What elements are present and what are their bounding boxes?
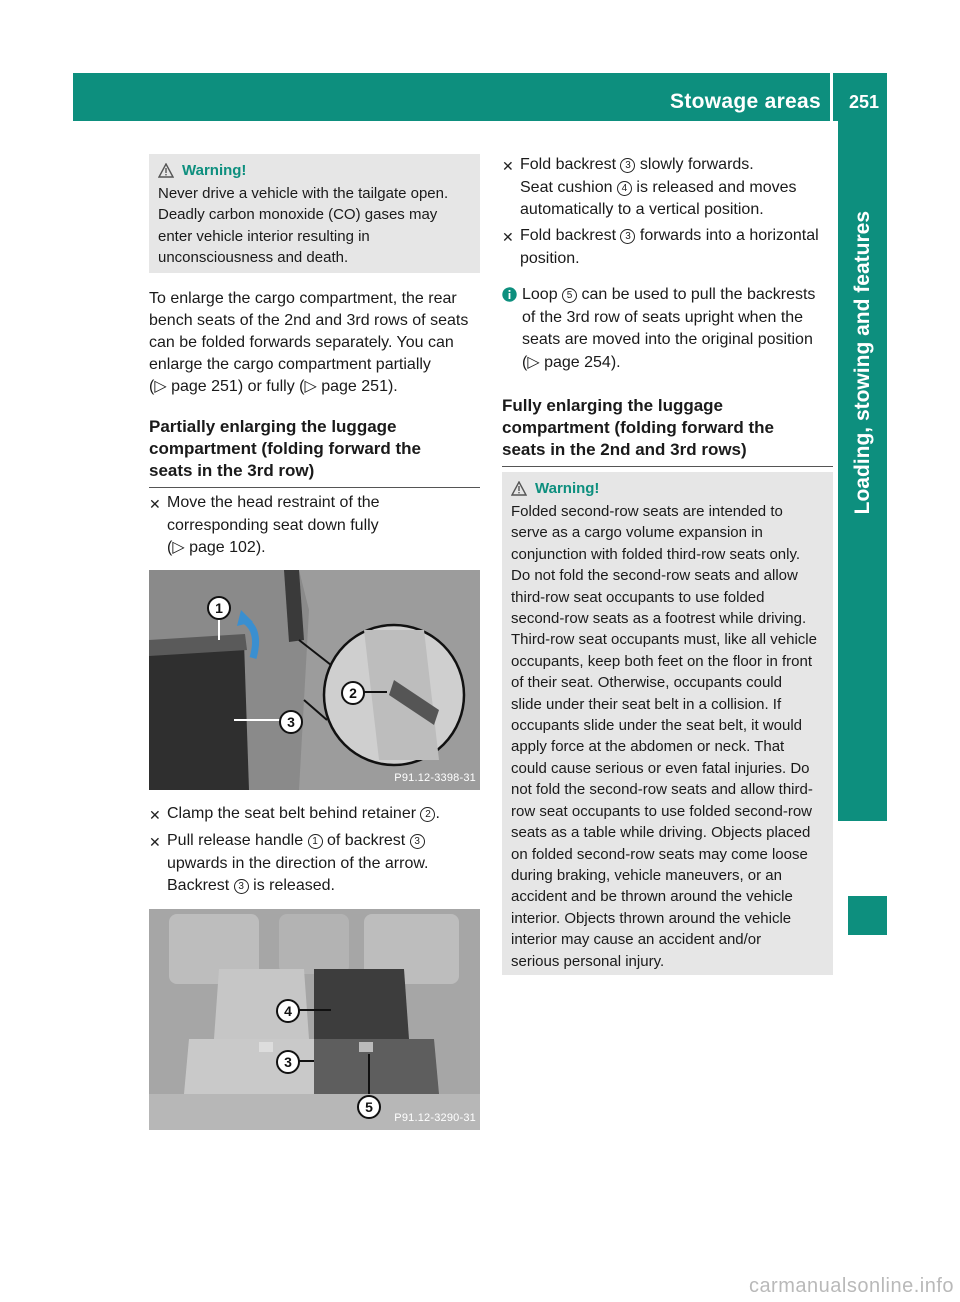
warning-line: occupants, keep both feet on the floor in front [511, 652, 813, 670]
step-text: forwards into a horizontal [635, 227, 819, 244]
step-line: Move the head restraint of the [167, 494, 380, 511]
step-line: automatically to a vertical position. [520, 201, 764, 218]
figure-marker-2: 2 [341, 681, 365, 705]
warning-line: Never drive a vehicle with the tailgate open. [158, 185, 449, 202]
info-line: (▷ page 254). [522, 353, 621, 371]
step-line [167, 875, 428, 898]
header-divider [830, 73, 833, 121]
info-line: of the 3rd row of seats upright when the [522, 308, 804, 326]
warning-line: seats as a table while driving. Objects placed [511, 824, 811, 842]
info-line [522, 284, 815, 307]
step-x-icon: ✕ [149, 496, 161, 512]
step-line [520, 154, 796, 177]
intro-line: can be folded forwards separately. You can [149, 334, 454, 351]
step-fold-backrest-slowly [502, 154, 837, 222]
step-x-icon: ✕ [149, 807, 161, 823]
warning-line: Third-row seat occupants must, like all vehicle [511, 631, 817, 649]
warning-triangle-icon [158, 163, 174, 178]
step-text: Seat cushion [520, 178, 617, 196]
reference-number: 3 [234, 879, 249, 894]
warning-title [158, 162, 471, 179]
step-text: . [435, 805, 440, 822]
figure-cargo-seats-illustration [149, 909, 480, 1130]
step-line: upwards in the direction of the arrow. [167, 854, 429, 872]
figure-cargo-seats [149, 909, 480, 1130]
step-text: Backrest [167, 877, 234, 894]
warning-title [511, 480, 824, 497]
step-text: slowly forwards. [635, 156, 754, 173]
figure-marker-1: 1 [207, 596, 231, 620]
warning-line: conjunction with folded third-row seats only. [511, 545, 801, 563]
warning-line: row seat occupants to use folded second-row [511, 802, 813, 820]
figure-seat-release [149, 570, 480, 790]
step-line [520, 225, 819, 248]
reference-number: 5 [562, 288, 577, 303]
figure-marker-5: 5 [357, 1095, 381, 1119]
figure-code: P91.12-3290-31 [394, 1112, 476, 1124]
warning-line: could cause serious or even fatal injuries. Do [511, 759, 810, 777]
heading-line: compartment (folding forward the [502, 418, 774, 437]
warning-line: not fold the second-row seats and allow third- [511, 781, 813, 799]
reference-number: 2 [420, 807, 435, 822]
figure-code: P91.12-3398-31 [394, 772, 476, 784]
reference-number: 3 [410, 834, 425, 849]
warning-line: third-row seat occupants to use folded [511, 588, 765, 606]
step-clamp-belt [149, 803, 480, 827]
info-text: can be used to pull the backrests [577, 286, 816, 303]
warning-line: unconsciousness and death. [158, 249, 349, 267]
warning-line: occupants slide under the seat belt, it would [511, 717, 803, 735]
step-line: position. [520, 249, 580, 267]
warning-line: slide under their seat belt in a collision. If [511, 695, 782, 713]
intro-line: (▷ page 251) or fully (▷ page 251). [149, 378, 398, 395]
warning-line: apply force at the abdomen or neck. That [511, 738, 785, 756]
step-x-icon: ✕ [149, 834, 161, 850]
info-text: Loop [522, 286, 563, 303]
step-text: Fold backrest [520, 227, 621, 244]
warning-line: on folded second-row seats may come loose [511, 845, 808, 863]
intro-line: bench seats of the 2nd and 3rd rows of seats [149, 312, 469, 329]
heading-line: Partially enlarging the luggage [149, 417, 397, 436]
step-line [520, 177, 796, 200]
heading-line: Fully enlarging the luggage [502, 396, 724, 415]
warning-line: serious personal injury. [511, 952, 665, 970]
section-heading-partial [149, 416, 480, 488]
warning-triangle-icon [511, 481, 527, 496]
step-x-icon: ✕ [502, 229, 514, 245]
heading-line: seats in the 3rd row) [149, 461, 315, 480]
watermark: carmanualsonline.info [748, 1275, 954, 1297]
step-line [167, 803, 440, 827]
reference-number: 3 [620, 158, 635, 173]
page-number: 251 [848, 92, 879, 112]
warning-line: second-row seats as a footrest while driving. [511, 610, 807, 628]
info-line: seats are moved into the original position [522, 331, 813, 348]
warning-line: accident and be thrown around the vehicle [511, 888, 793, 906]
warning-box-second-row [502, 472, 833, 975]
info-circle-icon [502, 284, 522, 374]
intro-paragraph [149, 288, 484, 398]
step-x-icon: ✕ [502, 158, 514, 174]
chapter-label: Loading, stowing and features [850, 211, 874, 515]
warning-title-text: Warning! [182, 162, 247, 179]
step-text: is released and moves [631, 178, 797, 196]
step-text: of backrest [322, 832, 410, 849]
step-text: Pull release handle [167, 832, 308, 849]
intro-line: enlarge the cargo compartment partially [149, 356, 431, 373]
intro-line: To enlarge the cargo compartment, the rear [149, 290, 457, 307]
reference-number: 4 [617, 181, 632, 196]
reference-number: 3 [620, 229, 635, 244]
section-heading-fully [502, 395, 833, 467]
warning-box-tailgate [149, 154, 480, 273]
warning-line: during braking, vehicle maneuvers, or an [511, 866, 782, 884]
heading-line: seats in the 2nd and 3rd rows) [502, 440, 747, 459]
header-bar [73, 73, 887, 121]
page-section-title: Stowage areas [670, 90, 821, 113]
step-line [167, 830, 428, 853]
warning-line: Deadly carbon monoxide (CO) gases may [158, 206, 438, 224]
warning-line: interior may cause an accident and/or [511, 931, 762, 949]
step-line: corresponding seat down fully [167, 516, 379, 534]
info-note-loop [502, 284, 837, 374]
warning-line: Folded second-row seats are intended to [511, 503, 783, 520]
step-fold-backrest-horizontal [502, 225, 837, 270]
heading-line: compartment (folding forward the [149, 439, 421, 458]
figure-marker-3: 3 [279, 710, 303, 734]
step-line: (▷ page 102). [167, 539, 266, 556]
warning-line: Do not fold the second-row seats and allow [511, 567, 798, 585]
chapter-side-tab [838, 121, 887, 821]
step-text: is released. [248, 877, 335, 894]
reference-number: 1 [308, 834, 323, 849]
warning-title-text: Warning! [535, 480, 600, 497]
chapter-thumb-mark [848, 896, 887, 935]
warning-line: serve as a cargo volume expansion in [511, 524, 763, 542]
figure-marker-4: 4 [276, 999, 300, 1023]
step-text: Clamp the seat belt behind retainer [167, 805, 421, 822]
step-pull-release [149, 830, 480, 898]
warning-line: of their seat. Otherwise, occupants could [511, 674, 782, 692]
step-text: Fold backrest [520, 156, 621, 173]
warning-line: interior. Objects thrown around the vehicle [511, 909, 792, 927]
warning-line: enter vehicle interior resulting in [158, 227, 370, 245]
figure-seat-release-illustration [149, 570, 480, 790]
figure-marker-3: 3 [276, 1050, 300, 1074]
step-head-restraint [149, 492, 480, 560]
